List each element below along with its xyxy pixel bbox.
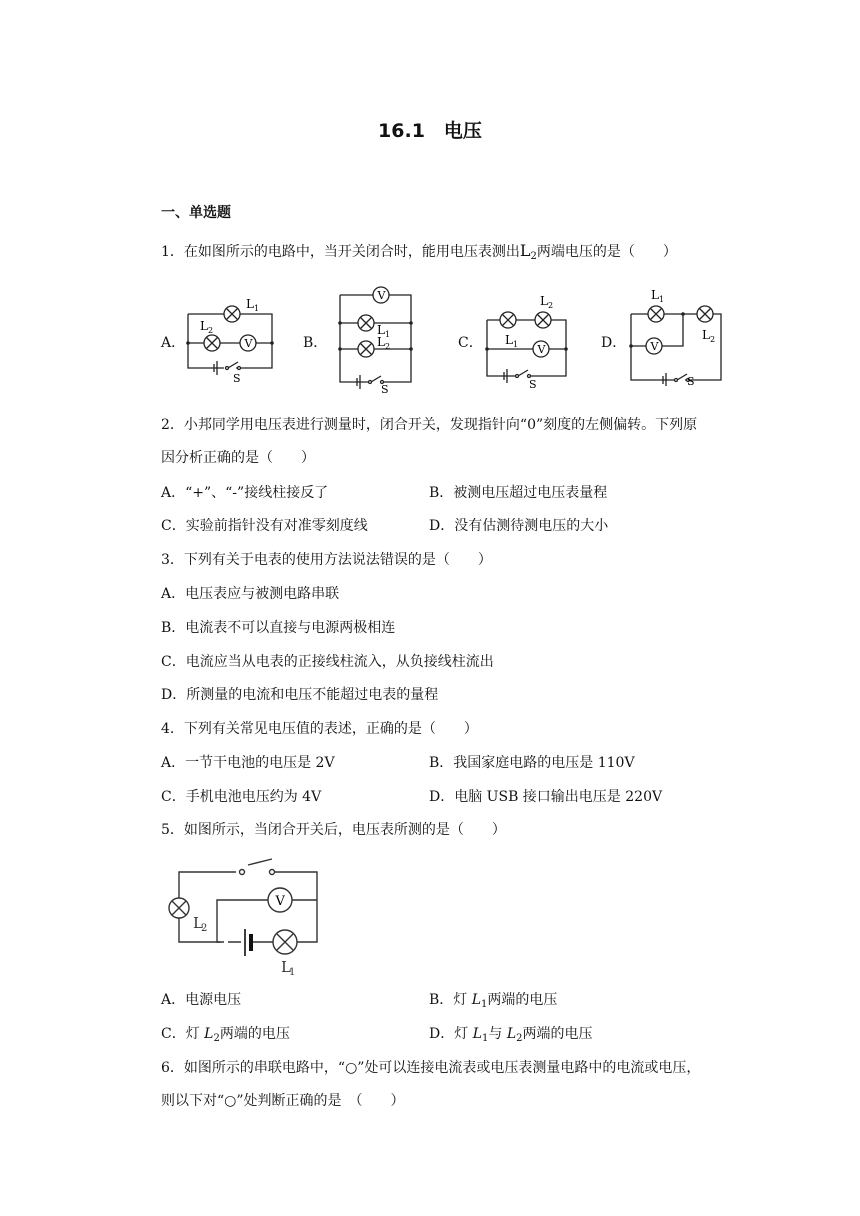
- q5-option-c-lamp-sub: 2: [213, 1033, 220, 1044]
- q5-option-b-lamp: L: [471, 992, 482, 1008]
- question-1-stem: [161, 241, 677, 267]
- q3-option-a[interactable]: A．电压表应与被测电路串联: [161, 586, 340, 602]
- lamp-l2-sub: 2: [201, 923, 208, 934]
- lamp-l2-sub: 2: [208, 326, 214, 335]
- lamp-l1-label: L: [505, 333, 513, 347]
- lamp-l2-label: L: [193, 914, 203, 932]
- lamp-l2-sub: 2: [710, 335, 716, 344]
- question-5-stem: 5．如图所示，当闭合开关后，电压表所测的是（ ）: [161, 822, 506, 838]
- lamp-l2-sub: 2: [385, 342, 391, 351]
- q1-option-c-label: C．: [458, 335, 483, 351]
- question-3-stem: 3．下列有关于电表的使用方法说法错误的是（ ）: [161, 552, 492, 568]
- question-6-stem-line-1: 6．如图所示的串联电路中，“○”处可以连接电流表或电压表测量电路中的电流或电压，: [161, 1060, 701, 1076]
- voltmeter-v-label: V: [650, 340, 659, 353]
- voltmeter-v-label: V: [275, 894, 285, 909]
- q4-option-d[interactable]: D．电脑 USB 接口输出电压是 220V: [429, 789, 663, 805]
- q5-option-c[interactable]: [161, 1024, 290, 1049]
- circuit-diagram-q5: [162, 856, 332, 980]
- question-2-stem-line-1: 2．小邦同学用电压表进行测量时，闭合开关，发现指针向“0”刻度的左侧偏转。下列原: [161, 417, 698, 433]
- q5-option-c-lamp: L: [204, 1026, 214, 1042]
- q5-option-d-lamp-2: L: [506, 1026, 517, 1042]
- q1-stem-part-a: 1．在如图所示的电路中，当开关闭合时，能用电压表测出: [161, 244, 520, 260]
- q5-option-d-lamp-1-sub: 1: [481, 1033, 489, 1044]
- q4-option-c[interactable]: C．手机电池电压约为 4V: [161, 789, 322, 805]
- lamp-l1-sub: 1: [289, 967, 296, 978]
- switch-s-label: S: [529, 378, 537, 390]
- circuit-diagram-b: [333, 282, 418, 394]
- q3-option-b[interactable]: B．电流表不可以直接与电源两极相连: [161, 620, 396, 636]
- q5-option-a[interactable]: A．电源电压: [161, 992, 242, 1008]
- q5-option-c-suffix: 两端的电压: [219, 1026, 290, 1042]
- q1-stem-part-b: 两端电压的是（ ）: [536, 244, 677, 260]
- circuit-diagram-a: [180, 292, 280, 382]
- q2-option-a[interactable]: A．“+”、“-”接线柱接反了: [161, 485, 329, 501]
- lamp-l2-label: L: [702, 328, 710, 342]
- voltmeter-v-label: V: [244, 337, 253, 350]
- lamp-l2-label: L: [377, 335, 385, 349]
- q1-option-a-label: A．: [161, 335, 186, 351]
- lamp-l1-label: L: [281, 958, 291, 976]
- q3-option-c[interactable]: C．电流应当从电表的正接线柱流入，从负接线柱流出: [161, 654, 494, 670]
- q5-option-d-prefix: D．灯: [429, 1026, 473, 1042]
- switch-s-label: S: [381, 383, 389, 394]
- q1-option-d-label: D．: [601, 335, 627, 351]
- q5-option-b-suffix: 两端的电压: [487, 992, 558, 1008]
- q3-option-d[interactable]: D．所测量的电流和电压不能超过电表的量程: [161, 687, 439, 703]
- q5-option-c-prefix: C．灯: [161, 1026, 205, 1042]
- q2-option-c[interactable]: C．实验前指针没有对准零刻度线: [161, 518, 368, 534]
- voltmeter-v-label: V: [377, 289, 386, 302]
- switch-s-label: S: [233, 372, 241, 382]
- question-4-stem: 4．下列有关常见电压值的表述，正确的是（ ）: [161, 721, 478, 737]
- q5-option-b-prefix: B．灯: [429, 992, 472, 1008]
- q1-stem-lamp-sub: 2: [530, 251, 537, 262]
- q5-option-d-suffix: 两端的电压: [522, 1026, 593, 1042]
- question-2-stem-line-2: 因分析正确的是（ ）: [161, 450, 315, 466]
- q5-option-d-lamp-2-sub: 2: [516, 1033, 523, 1044]
- q5-option-b[interactable]: [429, 990, 557, 1015]
- q5-option-d-lamp-1: L: [472, 1026, 482, 1042]
- lamp-l1-label: L: [651, 288, 659, 302]
- lamp-l1-sub: 1: [254, 304, 260, 313]
- lamp-l1-label: L: [377, 323, 385, 337]
- page-title: 16.1 电压: [378, 120, 482, 142]
- question-6-stem-line-2: 则以下对“○”处判断正确的是 （ ）: [161, 1093, 405, 1109]
- q1-option-b-label: B．: [303, 335, 328, 351]
- q2-option-d[interactable]: D．没有估测待测电压的大小: [429, 518, 609, 534]
- lamp-l1-sub: 1: [659, 295, 665, 304]
- lamp-l2-label: L: [200, 319, 208, 333]
- lamp-l2-label: L: [540, 294, 548, 308]
- lamp-l1-sub: 1: [385, 330, 391, 339]
- section-heading: 一、单选题: [161, 205, 231, 221]
- q4-option-a[interactable]: A．一节干电池的电压是 2V: [161, 755, 335, 771]
- voltmeter-v-label: V: [537, 343, 546, 356]
- lamp-l1-label: L: [246, 297, 254, 311]
- q5-option-d-middle: 与: [488, 1026, 507, 1042]
- switch-s-label: S: [687, 375, 695, 386]
- q4-option-b[interactable]: B．我国家庭电路的电压是 110V: [429, 755, 635, 771]
- lamp-l1-sub: 1: [513, 340, 519, 349]
- q1-stem-lamp: L: [519, 241, 531, 260]
- q5-option-d[interactable]: [429, 1024, 592, 1049]
- circuit-diagram-d: [625, 286, 730, 386]
- q5-option-b-lamp-sub: 1: [481, 999, 488, 1010]
- q2-option-b[interactable]: B．被测电压超过电压表量程: [429, 485, 608, 501]
- circuit-diagram-c: [480, 292, 575, 390]
- lamp-l2-sub: 2: [548, 301, 554, 310]
